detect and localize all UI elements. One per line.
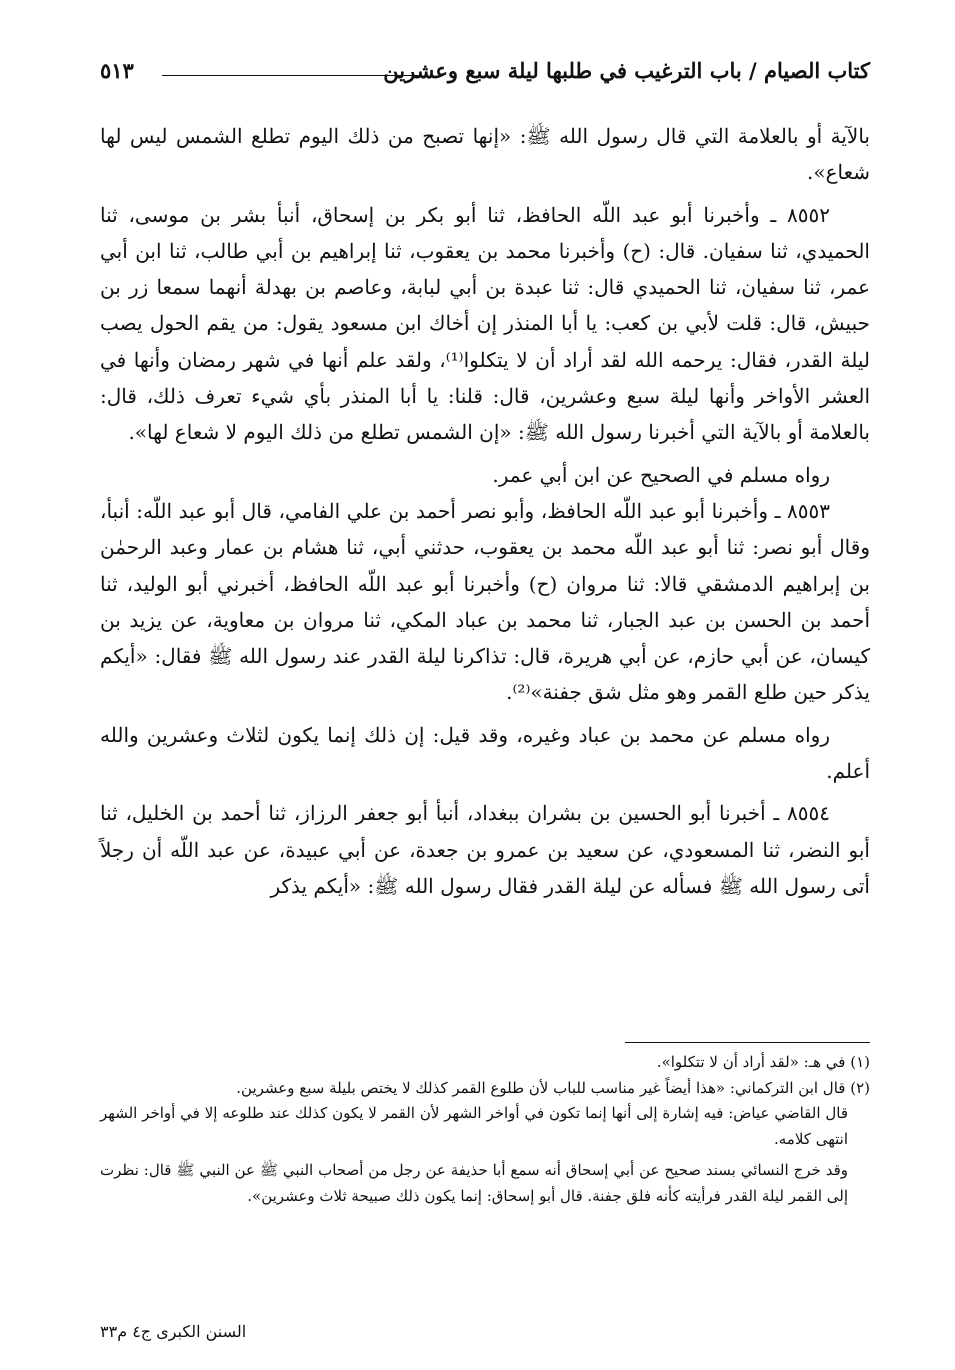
hadith-8552: ٨٥٥٢ ـ وأخبرنا أبو عبد اللّه الحافظ، ثنا أبو بكر بن إسحاق، أنبأ بشر بن موسى، ثنا الحميدي، ثنا سفيان. قال: (ح) وأخبرنا محمد بن يعقوب، ثنا إبراهيم بن أبي طالب، ثنا ابن أبي عمر، ثنا سفيان، ثنا الحميدي قال: ثنا عبدة بن أبي لبابة، وعاصم بن بهدلة أنهما سمعا زر بن حبيش، قال: قلت لأبي بن كعب: يا أبا المنذر إن أخاك ابن مسعود يقول: من يقم الحول يصب ليلة القدر، فقال: يرحمه الله لقد أراد أن لا يتكلوا⁽¹⁾، ولقد علم أنها في شهر رمضان وأنها في العشر الأواخر وأنها ليلة سبع وعشرين، قال: قلنا: يا أبا المنذر بأي شيء تعرف ذلك، قال: بالعلامة أو بالآية التي أخبرنا رسول الله ﷺ: «إن الشمس تطلع من ذلك اليوم لا شعاع لها». xyxy=(100,202,870,445)
paragraph-continuation: بالآية أو بالعلامة التي قال رسول الله ﷺ: «إنها تصبح من ذلك اليوم تطلع الشمس ليس لها شعاع». xyxy=(100,124,870,185)
header-rule xyxy=(162,75,418,76)
book-signature: السنن الكبرى ج٤ م٣٣ xyxy=(100,1322,247,1341)
running-header xyxy=(100,58,870,92)
hadith-8553: ٨٥٥٣ ـ وأخبرنا أبو عبد اللّه الحافظ، وأبو نصر أحمد بن علي الفامي، قال أبو عبد اللّه: أنبأ، وقال أبو نصر: ثنا أبو عبد اللّه محمد بن يعقوب، حدثني أبي، ثنا هشام بن عمار وعبد الرحمٰن بن إبراهيم الدمشقي قالا: ثنا مروان (ح) وأخبرنا أبو عبد اللّه الحافظ، أخبرني أبو الوليد، ثنا أحمد بن الحسن بن عبد الجبار، ثنا محمد بن عباد المكي، ثنا مروان بن معاوية، عن يزيد بن كيسان، عن أبي حازم، عن أبي هريرة، قال: تذاكرنا ليلة القدر عند رسول الله ﷺ فقال: «أيكم يذكر حين طلع القمر وهو مثل شق جفنة»⁽²⁾. xyxy=(100,498,870,705)
header-title: كتاب الصيام / باب الترغيب في طلبها ليلة سبع وعشرين xyxy=(383,58,870,83)
main-text xyxy=(100,118,870,904)
narration-note-muslim-2: رواه مسلم عن محمد بن عباد وغيره، وقد قيل: إن ذلك إنما يكون لثلاث وعشرين والله أعلم. xyxy=(100,722,870,784)
footnote-rule xyxy=(625,1042,870,1043)
footnote-2: (٢) قال ابن التركماني: «هذا أيضاً غير مناسب للباب لأن طلوع القمر كذلك لا يختص بليلة سبع وعشرين. xyxy=(236,1078,870,1097)
footnote-2-continuation-1: قال القاضي عياض: فيه إشارة إلى أنها إنما تكون في أواخر الشهر لأن القمر لا يكون كذلك عند طلوعه إلا في أواخر الشهر انتهى كلامه. xyxy=(100,1104,848,1148)
hadith-8554: ٨٥٥٤ ـ أخبرنا أبو الحسين بن بشران ببغداد، أنبأ أبو جعفر الرزاز، ثنا أحمد بن الخليل، ثنا أبو النضر، ثنا المسعودي، عن سعيد بن عمرو بن جعدة، عن أبي عبيدة، عن عبد اللّه أن رجلاً أتى رسول الله ﷺ فسأله عن ليلة القدر فقال رسول الله ﷺ: «أيكم يذكر xyxy=(100,801,870,898)
page-number: ٥١٣ xyxy=(100,58,134,83)
footnotes xyxy=(100,1050,870,1209)
footnote-2-continuation-2: وقد خرج النسائي بسند صحيح عن أبي إسحاق أنه سمع أبا حذيفة عن رجل من أصحاب النبي ﷺ عن النبي ﷺ قال: نظرت إلى القمر ليلة القدر فرأيته كأنه فلق جفنة. قال أبو إسحاق: إنما يكون ذلك صبيحة ثلاث وعشرين». xyxy=(100,1161,848,1205)
narration-note-muslim: رواه مسلم في الصحيح عن ابن أبي عمر. xyxy=(492,462,830,487)
footnote-1: (١) في هـ: «لقد أراد أن لا تتكلوا». xyxy=(656,1053,870,1071)
